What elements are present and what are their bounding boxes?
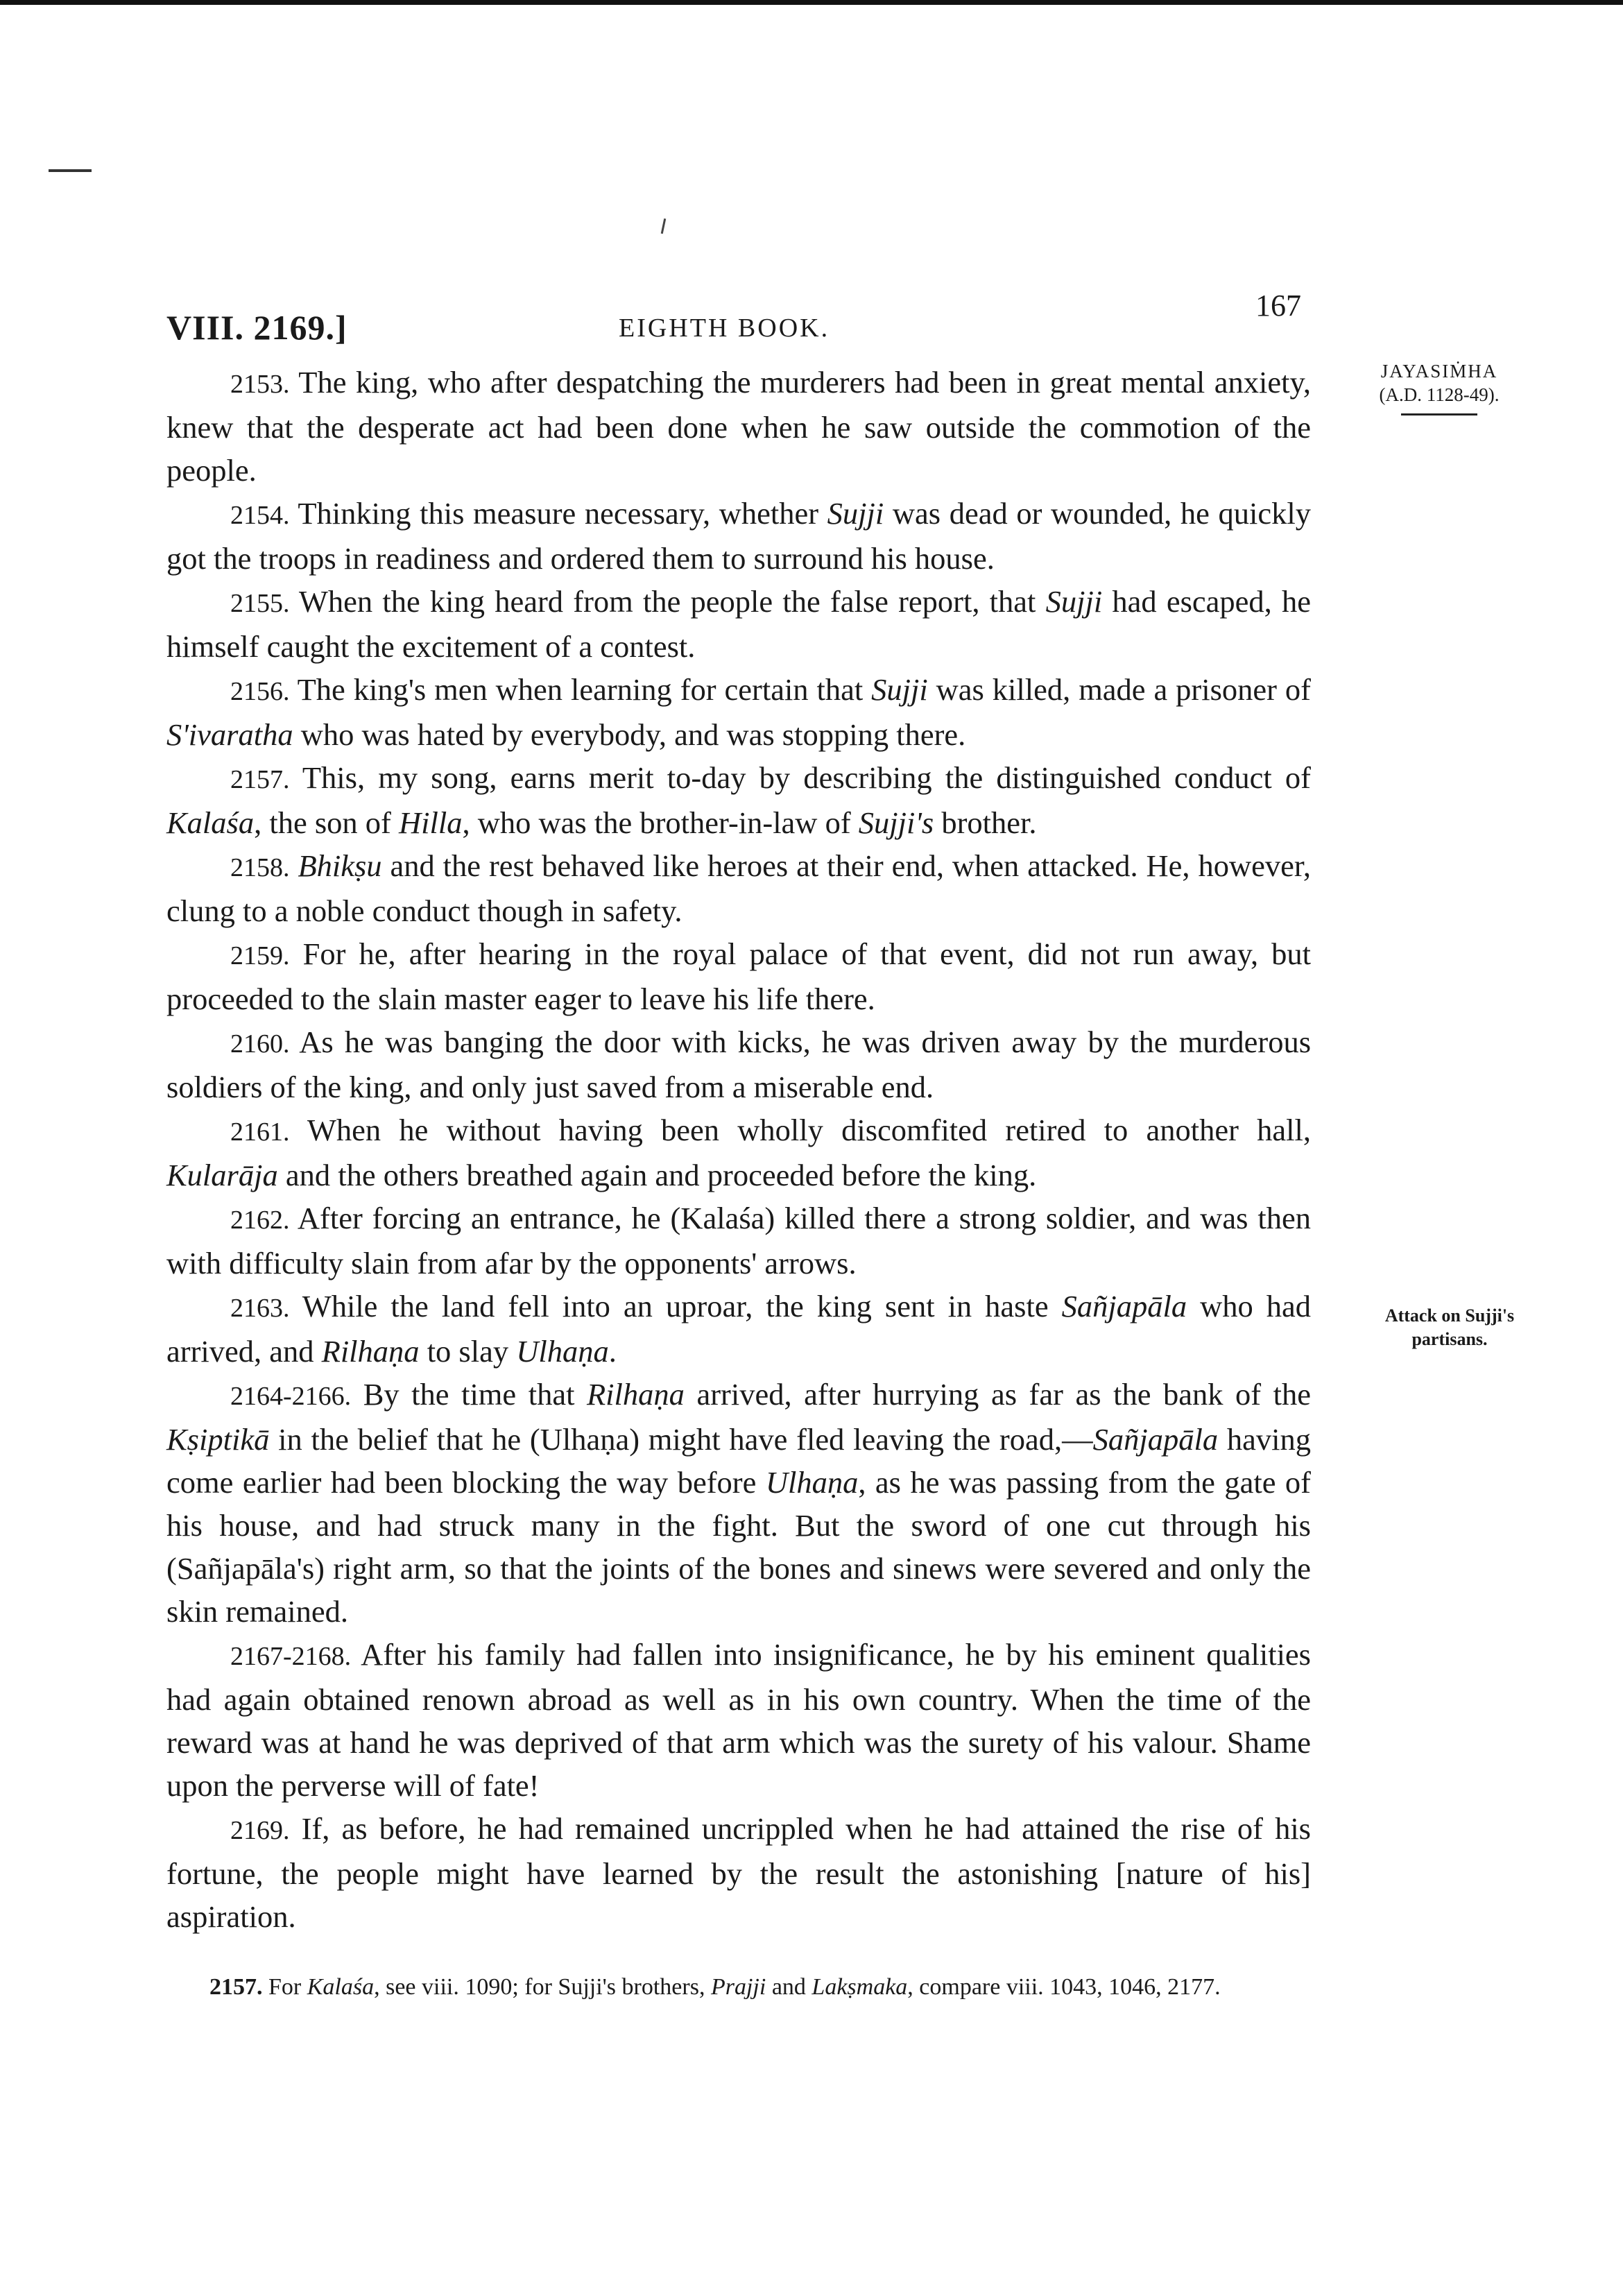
proper-name: Ulhaṇa <box>765 1465 859 1500</box>
sidenote-ruler-name: JAYASIṀHA <box>1380 361 1498 382</box>
proper-name: Sujji's <box>858 805 934 840</box>
sidenote-attack-line1: Attack on Sujji's <box>1384 1305 1515 1326</box>
verse-text: who had arrived, and <box>166 1289 1311 1369</box>
verse-text: was killed, made a prisoner of <box>927 672 1311 707</box>
paragraph-2156 <box>166 668 1311 756</box>
verse-text: had escaped, he himself caught the excitement of a contest. <box>166 584 1312 664</box>
proper-name: Rilhaṇa <box>586 1377 685 1412</box>
footnote <box>166 1971 1311 2003</box>
verse-text: For he, after hearing in the royal palace of that event, did not run away, but proceeded to the slain master eager to leave his life there. <box>166 936 1312 1016</box>
verse-text: was dead or wounded, he quickly got the troops in readiness and ordered them to surround his house. <box>166 496 1311 576</box>
verse-number: 2163. <box>230 1294 290 1323</box>
verse-text: arrived, after hurrying as far as the bank of the <box>684 1377 1312 1412</box>
verse-number: 2155. <box>230 589 290 618</box>
footnote-text: , see viii. 1090; for Sujji's brothers, <box>374 1974 711 2000</box>
sidenote-attack <box>1356 1304 1543 1351</box>
verse-text: to slay <box>419 1334 517 1369</box>
section-reference: VIII. 2169.] <box>166 308 347 347</box>
paragraph-2164-2166 <box>166 1373 1311 1633</box>
verse-number: 2160. <box>230 1029 290 1059</box>
paragraph-2159 <box>166 932 1311 1020</box>
proper-name: Sujji <box>827 496 884 531</box>
proper-name: Hilla <box>399 805 463 840</box>
sidenote-ruler <box>1349 359 1529 415</box>
verse-text: . <box>608 1334 617 1369</box>
verse-number: 2157. <box>230 765 290 794</box>
verse-text: The king, who after despatching the murderers had been in great mental anxiety, knew that the desperate act had been done when he saw outside the commotion of the people. <box>166 365 1311 488</box>
top-border-rule <box>0 0 1623 5</box>
verse-number: 2169. <box>230 1816 290 1845</box>
page-number: 167 <box>1255 289 1301 323</box>
verse-number: 2162. <box>230 1206 290 1235</box>
paragraph-2154 <box>166 492 1311 580</box>
footnote-number: 2157. <box>209 1974 263 2000</box>
proper-name: Kalaśa <box>307 1974 375 2000</box>
verse-text: When he without having been wholly discomfited retired to another hall, <box>307 1113 1311 1147</box>
proper-name: Kularāja <box>166 1158 278 1192</box>
main-text <box>166 361 1311 1938</box>
proper-name: Bhikṣu <box>298 848 382 883</box>
verse-text: After his family had fallen into insignificance, he by his eminent qualities had again obtained renown abroad as well as in his own country. When the time of the reward was at hand he was deprived of that arm which was the surety of his valour. Shame upon the perverse will of fate! <box>166 1637 1311 1803</box>
paragraph-2169 <box>166 1807 1311 1938</box>
paragraph-2157 <box>166 756 1311 844</box>
verse-text: As he was banging the door with kicks, he was driven away by the murderous soldiers of the king, and only just saved from a miserable end. <box>166 1025 1312 1104</box>
sidenote-ruler-dates: (A.D. 1128-49). <box>1379 384 1500 405</box>
verse-text: While the land fell into an uproar, the king sent in haste <box>302 1289 1062 1323</box>
verse-text: , who was the brother-in-law of <box>462 805 859 840</box>
proper-name: Sañjapāla <box>1092 1422 1219 1457</box>
verse-text: who was hated by everybody, and was stopping there. <box>293 717 966 752</box>
verse-text: , as he was passing from the gate of his house, and had struck many in the fight. But the sword of one cut through his (Sañjapāla's) right arm, so that the joints of the bones and sinews were severed and only the skin remained. <box>166 1465 1311 1629</box>
sidenote-rule <box>1401 413 1477 415</box>
proper-name: S'ivaratha <box>166 717 293 752</box>
proper-name: Kalaśa <box>166 805 255 840</box>
proper-name: Sujji <box>1045 584 1103 619</box>
book-title: EIGHTH BOOK. <box>619 314 830 343</box>
footnote-text: For <box>268 1974 307 2000</box>
verse-number: 2159. <box>230 941 290 970</box>
verse-text: having come earlier had been blocking the way before <box>166 1422 1311 1500</box>
proper-name: Prajji <box>710 1974 766 2000</box>
verse-text: and the others breathed again and proceeded before the king. <box>277 1158 1037 1192</box>
paragraph-2167-2168 <box>166 1633 1311 1807</box>
scan-mark <box>49 169 92 172</box>
verse-text: , the son of <box>254 805 400 840</box>
verse-text: in the belief that he (Ulhaṇa) might have fled leaving the road,— <box>269 1422 1093 1457</box>
verse-text: Thinking this measure necessary, whether <box>298 496 827 531</box>
footnote-text: , compare viii. 1043, 1046, 2177. <box>907 1974 1221 2000</box>
footnote-text: and <box>766 1974 812 2000</box>
proper-name: Rilhaṇa <box>321 1334 420 1369</box>
proper-name: Kṣiptikā <box>166 1422 270 1457</box>
proper-name: Sujji <box>871 672 928 707</box>
scan-tick <box>661 219 667 234</box>
verse-text: If, as before, he had remained uncrippled when he had attained the rise of his fortune, the people might have learned by the result the astonishing [nature of his] aspiration. <box>166 1811 1311 1934</box>
verse-number: 2156. <box>230 677 290 706</box>
paragraph-2163 <box>166 1285 1311 1373</box>
verse-text: After forcing an entrance, he (Kalaśa) killed there a strong soldier, and was then with difficulty slain from afar by the opponents' arrows. <box>166 1201 1311 1280</box>
paragraph-2155 <box>166 580 1311 668</box>
verse-number: 2158. <box>230 853 290 882</box>
paragraph-2158 <box>166 844 1311 932</box>
sidenote-attack-line2: partisans. <box>1411 1329 1488 1349</box>
verse-number: 2167-2168. <box>230 1642 352 1671</box>
verse-number: 2161. <box>230 1117 290 1147</box>
paragraph-2153 <box>166 361 1311 492</box>
proper-name: Ulhaṇa <box>516 1334 609 1369</box>
verse-number: 2153. <box>230 370 290 399</box>
verse-text: The king's men when learning for certain that <box>297 672 872 707</box>
verse-text: and the rest behaved like heroes at their end, when attacked. He, however, clung to a noble conduct though in safety. <box>166 848 1311 928</box>
verse-text: By the time that <box>363 1377 587 1412</box>
verse-text: brother. <box>934 805 1037 840</box>
running-head <box>166 281 1311 364</box>
paragraph-2162 <box>166 1197 1311 1285</box>
verse-number: 2164-2166. <box>230 1382 352 1411</box>
proper-name: Lakṣmaka <box>812 1974 908 2000</box>
verse-text: When the king heard from the people the false report, that <box>298 584 1046 619</box>
paragraph-2160 <box>166 1020 1311 1108</box>
verse-text: This, my song, earns merit to-day by describing the distinguished conduct of <box>302 760 1311 795</box>
paragraph-2161 <box>166 1108 1311 1197</box>
verse-number: 2154. <box>230 501 290 530</box>
proper-name: Sañjapāla <box>1061 1289 1187 1323</box>
